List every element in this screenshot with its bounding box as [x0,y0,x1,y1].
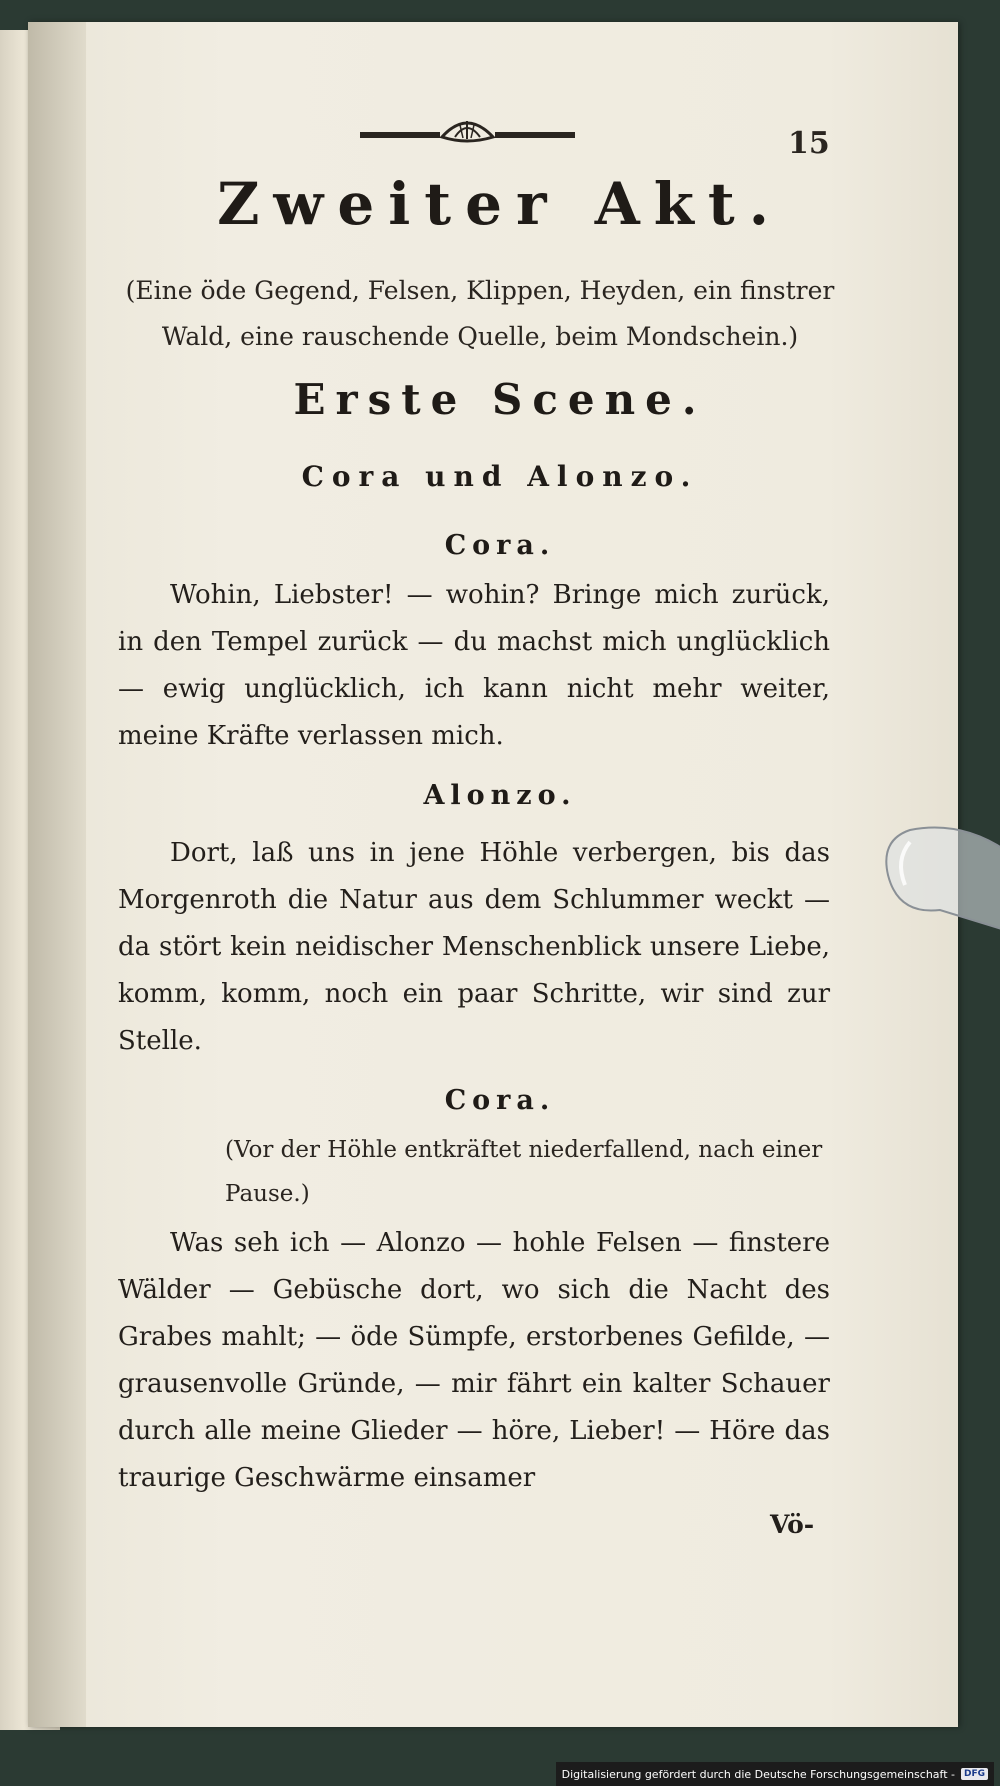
catchword: Vö- [770,1510,815,1539]
stage-direction-inline: (Vor der Höhle entkräftet niederfallend, nach einer Pause.) [225,1137,823,1207]
digitization-footer [556,1762,994,1786]
speaker-name: Cora. [444,530,556,561]
speech-text: Dort, laß uns in jene Höhle verbergen, bis das Morgenroth die Natur aus dem Schlummer weckt — da stört kein neidischer Menschenblick unsere Liebe, komm, komm, noch ein paar Schritte, wir sind zur Stelle. [118,838,830,1056]
characters-heading: Cora und Alonzo. [301,460,699,493]
page-gutter [28,22,86,1727]
scene-title: Erste Scene. [293,375,707,424]
dfg-logo: DFG [961,1768,988,1780]
speaker-name: Alonzo. [423,780,577,811]
stage-direction: (Eine öde Gegend, Felsen, Klippen, Heyden, ein finstrer Wald, eine rauschende Quelle, beim Mondschein.) [125,276,835,351]
ornament-divider [360,115,575,155]
page-clip-icon [880,820,1000,930]
page-number: 15 [788,126,830,161]
footer-text: Digitalisierung gefördert durch die Deutsche Forschungsgemeinschaft - [561,1767,955,1781]
speech-block [118,1220,830,1502]
speech-block [118,830,830,1065]
act-title: Zweiter Akt. [217,170,783,238]
speaker-name: Cora. [444,1085,556,1116]
speech-text: Was seh ich — Alonzo — hohle Felsen — finstere Wälder — Gebüsche dort, wo sich die Nacht des Grabes mahlt; — öde Sümpfe, erstorbenes Gefilde, — grausenvolle Gründe, — mir fährt ein kalter Schauer durch alle meine Glieder — höre, Lieber! — Höre das traurige Geschwärme einsamer [118,1228,830,1493]
speech-text: Wohin, Liebster! — wohin? Bringe mich zurück, in den Tempel zurück — du machst mich unglücklich — ewig unglücklich, ich kann nicht mehr weiter, meine Kräfte verlassen mich. [118,580,830,751]
speech-block [118,572,830,760]
